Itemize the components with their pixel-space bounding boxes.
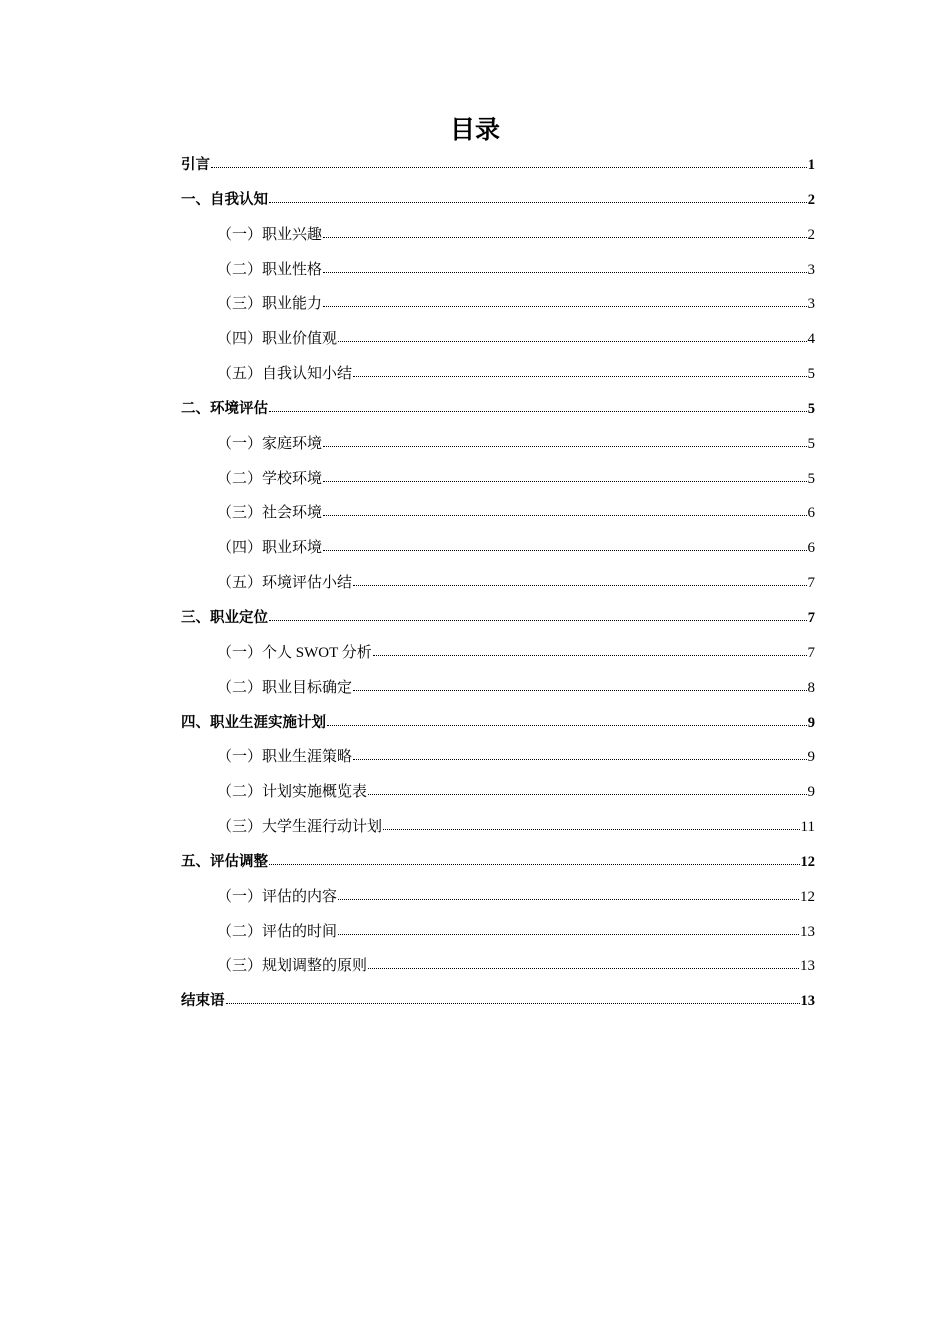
toc-dot-leader [323,306,806,307]
toc-entry-page-number: 6 [807,505,815,522]
toc-entry-label: （三）职业能力 [217,296,323,313]
toc-entry-page-number: 1 [807,157,815,173]
toc-entry-subsection[interactable] [181,915,815,950]
toc-entry-label: （一）家庭环境 [217,435,323,452]
toc-entry-subsection[interactable] [181,462,815,497]
toc-entry-subsection[interactable] [181,357,815,392]
toc-entry-subsection[interactable] [181,218,815,253]
toc-entry-section[interactable] [181,984,815,1019]
toc-entry-subsection[interactable] [181,880,815,915]
toc-dot-leader [323,481,806,482]
toc-entry-page-number: 7 [807,609,815,626]
toc-entry-page-number: 5 [807,400,815,417]
toc-entry-subsection[interactable] [181,775,815,810]
toc-entry-page-number: 4 [807,331,815,348]
toc-entry-page-number: 9 [807,784,815,801]
toc-entry-label: （二）学校环境 [217,470,323,487]
toc-entry-section[interactable] [181,148,815,183]
toc-entry-page-number: 2 [807,226,815,243]
toc-entry-label: （四）职业环境 [217,540,323,557]
toc-entry-subsection[interactable] [181,810,815,845]
toc-entry-page-number: 5 [807,435,815,452]
toc-entry-subsection[interactable] [181,566,815,601]
toc-entry-label: （二）职业目标确定 [217,679,353,696]
toc-dot-leader [269,411,807,412]
toc-title: 目录 [449,115,500,144]
toc-dot-leader [323,272,806,273]
toc-entry-page-number: 12 [800,853,815,870]
toc-dot-leader [327,725,807,726]
toc-dot-leader [226,1003,800,1004]
toc-entry-label: （四）职业价值观 [217,331,338,348]
toc-entry-section[interactable] [181,706,815,741]
toc-dot-leader [383,829,800,830]
toc-entry-section[interactable] [181,601,815,636]
toc-entry-page-number: 11 [800,819,815,836]
toc-entry-subsection[interactable] [181,287,815,322]
toc-entry-label: （一）职业生涯策略 [217,749,353,766]
toc-dot-leader [269,864,800,865]
toc-entry-label: （五）自我认知小结 [217,366,353,383]
toc-entry-page-number: 9 [807,714,815,731]
toc-entry-label: 引言 [181,157,210,173]
toc-entry-page-number: 5 [807,470,815,487]
toc-entry-section[interactable] [181,183,815,218]
toc-entry-subsection[interactable] [181,671,815,706]
toc-dot-leader [353,690,806,691]
toc-entry-section[interactable] [181,845,815,880]
toc-dot-leader [269,202,807,203]
toc-entry-label: （三）社会环境 [217,505,323,522]
toc-entry-label: （一）评估的内容 [217,888,338,905]
toc-entry-subsection[interactable] [181,949,815,984]
toc-dot-leader [368,794,806,795]
toc-list [181,148,815,1019]
toc-dot-leader [338,341,806,342]
toc-dot-leader [338,934,799,935]
toc-dot-leader [353,376,806,377]
toc-dot-leader [353,585,806,586]
toc-entry-page-number: 6 [807,540,815,557]
toc-entry-label: （五）环境评估小结 [217,575,353,592]
toc-dot-leader [323,237,806,238]
toc-dot-leader [211,167,807,168]
toc-entry-subsection[interactable] [181,531,815,566]
toc-entry-page-number: 13 [800,923,815,940]
toc-entry-page-number: 3 [807,296,815,313]
toc-entry-label: （三）规划调整的原则 [217,958,368,975]
toc-entry-label: （二）职业性格 [217,261,323,278]
toc-dot-leader [323,515,806,516]
toc-dot-leader [323,446,806,447]
toc-entry-subsection[interactable] [181,427,815,462]
toc-entry-page-number: 3 [807,261,815,278]
toc-entry-label: 二、环境评估 [181,400,268,417]
toc-dot-leader [323,550,806,551]
toc-entry-subsection[interactable] [181,253,815,288]
toc-entry-label: 三、职业定位 [181,609,268,626]
toc-entry-page-number: 8 [807,679,815,696]
toc-dot-leader [269,620,807,621]
toc-entry-page-number: 13 [800,958,815,975]
toc-entry-label: （一）个人 SWOT 分析 [217,644,372,661]
toc-entry-label: 四、职业生涯实施计划 [181,714,326,731]
toc-entry-section[interactable] [181,392,815,427]
toc-entry-label: 结束语 [181,993,225,1010]
toc-entry-label: （二）评估的时间 [217,923,338,940]
toc-entry-subsection[interactable] [181,636,815,671]
toc-entry-subsection[interactable] [181,322,815,357]
toc-dot-leader [368,968,799,969]
toc-entry-label: 五、评估调整 [181,853,268,870]
toc-entry-page-number: 9 [807,749,815,766]
toc-entry-label: 一、自我认知 [181,191,268,208]
toc-dot-leader [373,655,807,656]
toc-entry-subsection[interactable] [181,740,815,775]
toc-entry-page-number: 7 [807,644,815,661]
toc-entry-subsection[interactable] [181,496,815,531]
toc-entry-page-number: 13 [800,993,815,1010]
toc-entry-page-number: 12 [800,888,815,905]
toc-entry-label: （三）大学生涯行动计划 [217,819,383,836]
toc-entry-page-number: 5 [807,366,815,383]
toc-entry-page-number: 7 [807,575,815,592]
toc-entry-label: （二）计划实施概览表 [217,784,368,801]
toc-entry-page-number: 2 [807,191,815,208]
toc-entry-label: （一）职业兴趣 [217,226,323,243]
toc-dot-leader [338,899,799,900]
toc-dot-leader [353,759,806,760]
